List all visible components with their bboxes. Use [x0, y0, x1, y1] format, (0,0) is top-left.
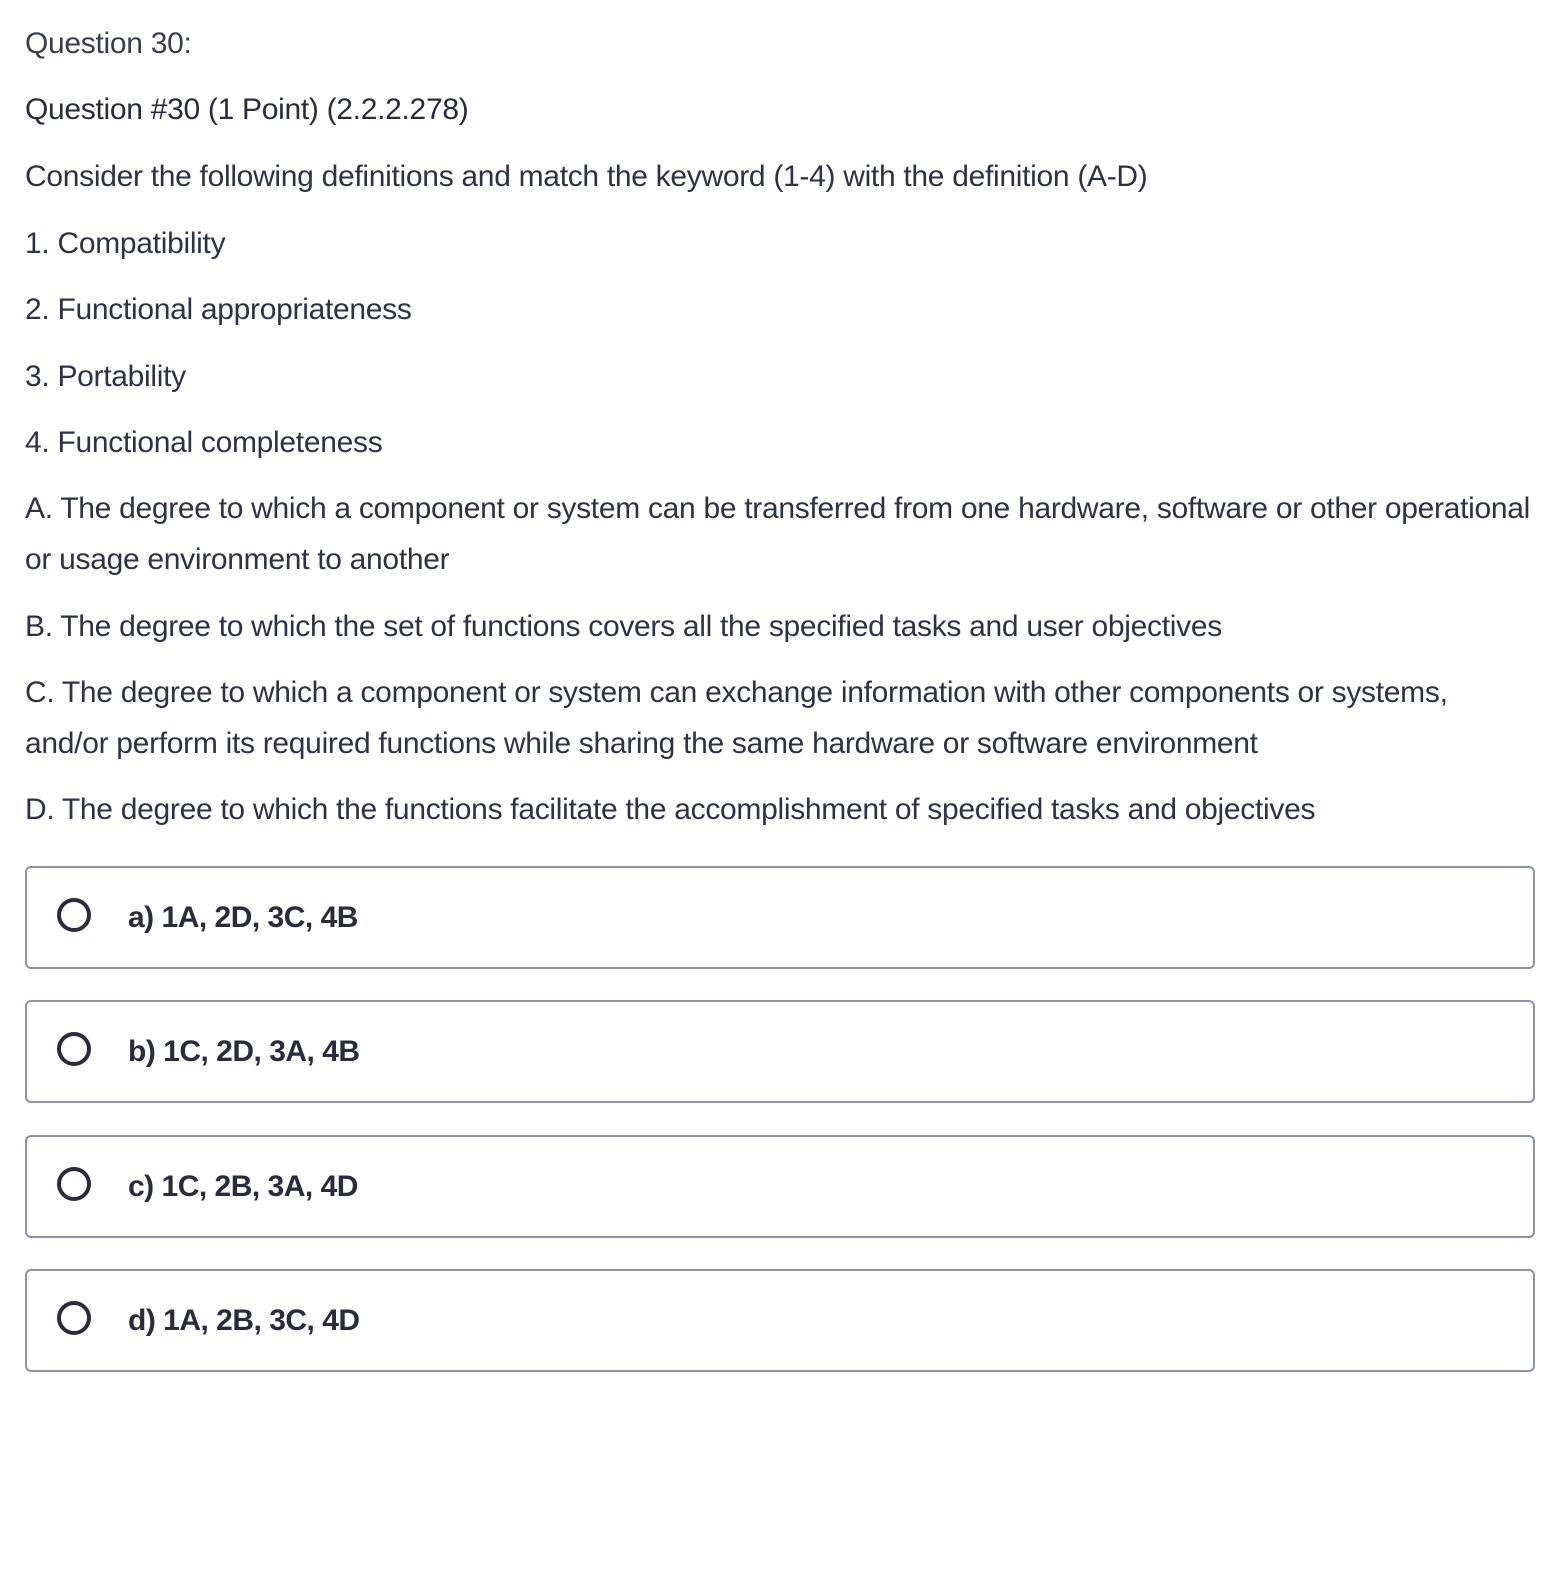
keyword-3: 3. Portability	[25, 360, 186, 393]
radio-unchecked-icon[interactable]	[57, 898, 91, 932]
definition-d: D. The degree to which the functions facilitate the accomplishment of specified tasks and objectives	[25, 793, 1316, 826]
answer-option-c[interactable]	[25, 1135, 1535, 1238]
radio-unchecked-icon[interactable]	[57, 1301, 91, 1335]
radio-unchecked-icon[interactable]	[57, 1032, 91, 1066]
answer-option-b[interactable]	[25, 1000, 1535, 1103]
answer-option-a[interactable]	[25, 866, 1535, 969]
question-prompt: Consider the following definitions and match the keyword (1-4) with the definition (A-D)	[25, 160, 1148, 193]
answer-option-label: c) 1C, 2B, 3A, 4D	[128, 1170, 358, 1203]
answer-option-label: a) 1A, 2D, 3C, 4B	[128, 901, 358, 934]
question-header: Question 30:	[25, 27, 192, 60]
answer-option-label: b) 1C, 2D, 3A, 4B	[128, 1035, 360, 1068]
definition-b: B. The degree to which the set of functions covers all the specified tasks and user objectives	[25, 610, 1222, 643]
answer-option-d[interactable]	[25, 1269, 1535, 1372]
radio-unchecked-icon[interactable]	[57, 1167, 91, 1201]
keyword-4: 4. Functional completeness	[25, 426, 383, 459]
definition-c: C. The degree to which a component or system can exchange information with other components or systems, and/or perform its required functions while sharing the same hardware or software environment	[25, 676, 1448, 760]
definition-a: A. The degree to which a component or system can be transferred from one hardware, software or other operational or usage environment to another	[25, 492, 1530, 576]
answer-option-label: d) 1A, 2B, 3C, 4D	[128, 1304, 360, 1337]
question-title: Question #30 (1 Point) (2.2.2.278)	[25, 93, 469, 126]
keyword-1: 1. Compatibility	[25, 227, 226, 260]
keyword-2: 2. Functional appropriateness	[25, 293, 412, 326]
